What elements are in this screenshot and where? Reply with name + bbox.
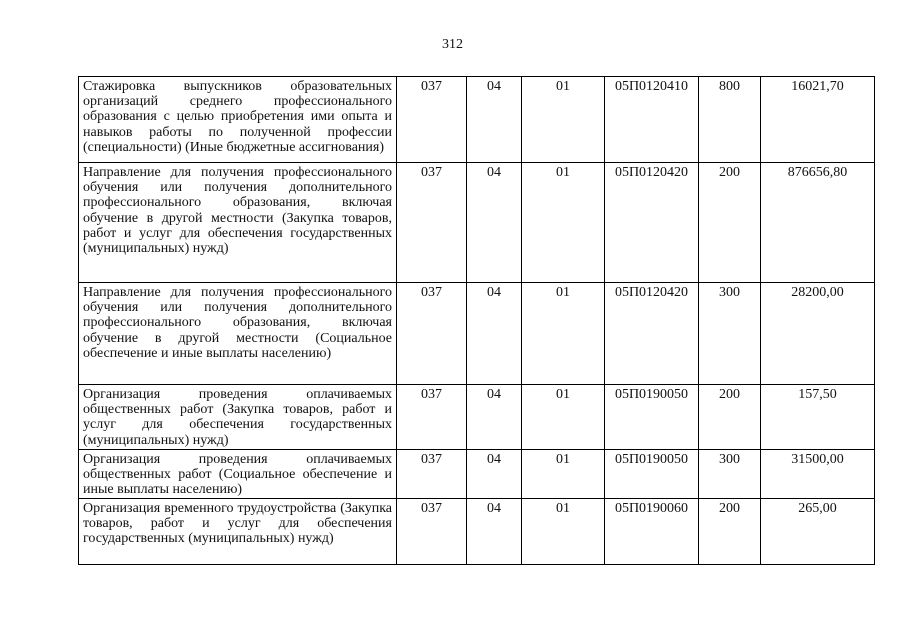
row-description: Организация проведения оплачиваемых общественных работ (Закупка товаров, работ и услуг для обеспечения государственных (муниципальных) нужд): [79, 385, 397, 450]
row-description: Стажировка выпускников образовательных организаций среднего профессионального образования с целью приобретения ими опыта и навыков работы по полученной профессии (специальности) (Иные бюджетные ассигнования): [79, 77, 397, 163]
table-row: [79, 283, 875, 385]
row-description: Организация проведения оплачиваемых общественных работ (Социальное обеспечение и иные выплаты населению): [79, 450, 397, 499]
table-row: [79, 385, 875, 450]
expense-type-code: 200: [699, 385, 761, 450]
row-description: Направление для получения профессионального обучения или получения дополнительного профессионального образования, включая обучение в другой местности (Закупка товаров, работ и услуг для обеспечения государственных (муниципальных) нужд): [79, 163, 397, 283]
ministry-code: 037: [397, 163, 467, 283]
ministry-code: 037: [397, 385, 467, 450]
amount: 876656,80: [761, 163, 875, 283]
section-code: 04: [467, 385, 522, 450]
table-row: [79, 450, 875, 499]
subsection-code: 01: [522, 77, 605, 163]
expense-type-code: 300: [699, 450, 761, 499]
section-code: 04: [467, 163, 522, 283]
subsection-code: 01: [522, 283, 605, 385]
amount: 265,00: [761, 498, 875, 564]
target-article-code: 05П0190060: [605, 498, 699, 564]
amount: 16021,70: [761, 77, 875, 163]
section-code: 04: [467, 498, 522, 564]
ministry-code: 037: [397, 450, 467, 499]
amount: 31500,00: [761, 450, 875, 499]
page-number: 312: [442, 37, 463, 52]
target-article-code: 05П0190050: [605, 385, 699, 450]
table-row: [79, 77, 875, 163]
subsection-code: 01: [522, 385, 605, 450]
amount: 157,50: [761, 385, 875, 450]
section-code: 04: [467, 450, 522, 499]
table-row: [79, 163, 875, 283]
section-code: 04: [467, 283, 522, 385]
budget-table: [78, 76, 875, 565]
row-description: Организация временного трудоустройства (Закупка товаров, работ и услуг для обеспечения государственных (муниципальных) нужд): [79, 498, 397, 564]
expense-type-code: 200: [699, 163, 761, 283]
expense-type-code: 800: [699, 77, 761, 163]
amount: 28200,00: [761, 283, 875, 385]
expense-type-code: 200: [699, 498, 761, 564]
ministry-code: 037: [397, 283, 467, 385]
target-article-code: 05П0120410: [605, 77, 699, 163]
ministry-code: 037: [397, 77, 467, 163]
target-article-code: 05П0120420: [605, 163, 699, 283]
expense-type-code: 300: [699, 283, 761, 385]
row-description: Направление для получения профессионального обучения или получения дополнительного профессионального образования, включая обучение в другой местности (Социальное обеспечение и иные выплаты населению): [79, 283, 397, 385]
table-row: [79, 498, 875, 564]
subsection-code: 01: [522, 498, 605, 564]
section-code: 04: [467, 77, 522, 163]
ministry-code: 037: [397, 498, 467, 564]
subsection-code: 01: [522, 450, 605, 499]
subsection-code: 01: [522, 163, 605, 283]
target-article-code: 05П0190050: [605, 450, 699, 499]
target-article-code: 05П0120420: [605, 283, 699, 385]
